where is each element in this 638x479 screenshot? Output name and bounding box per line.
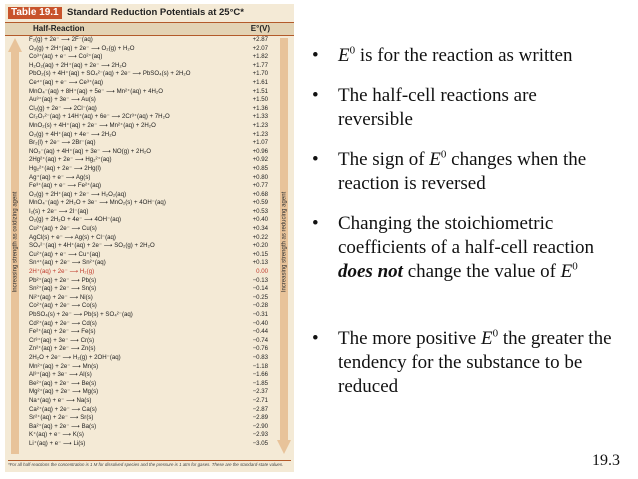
table-row [27,70,272,79]
superscript: 0 [572,260,578,273]
half-reaction-cell: H₂O₂(aq) + 2H⁺(aq) + 2e⁻ ⟶ 2H₂O [29,61,127,69]
half-reaction-cell: Cu²⁺(aq) + e⁻ ⟶ Cu⁺(aq) [29,250,101,258]
bullet-item [312,212,612,284]
e-value-cell: −0.28 [252,302,268,310]
bullet-item [312,327,612,399]
half-reaction-cell: Cr₂O₇²⁻(aq) + 14H⁺(aq) + 6e⁻ ⟶ 2Cr³⁺(aq) + 7H₂O [29,113,170,121]
half-reaction-cell: Co³⁺(aq) + e⁻ ⟶ Co²⁺(aq) [29,53,103,61]
half-reaction-cell: Mn²⁺(aq) + 2e⁻ ⟶ Mn(s) [29,362,99,370]
half-reaction-cell: Cd²⁺(aq) + 2e⁻ ⟶ Cd(s) [29,319,97,327]
column-half-reaction: Half-Reaction [33,24,85,33]
table-number: Table 19.1 [8,7,62,19]
half-reaction-cell: PbSO₄(s) + 2e⁻ ⟶ Pb(s) + SO₄²⁻(aq) [29,311,133,318]
table-row [27,242,272,251]
half-reaction-cell: Be²⁺(aq) + 2e⁻ ⟶ Be(s) [29,379,97,387]
half-reaction-cell: PbO₂(s) + 4H⁺(aq) + SO₄²⁻(aq) + 2e⁻ ⟶ PbSO₄(s) + 2H₂O [29,70,191,78]
half-reaction-cell: O₂(g) + 2H⁺(aq) + 2e⁻ ⟶ H₂O₂(aq) [29,190,127,198]
half-reaction-cell: AgCl(s) + e⁻ ⟶ Ag(s) + Cl⁻(aq) [29,233,116,241]
e-value-cell: −0.76 [252,345,268,353]
table-row [27,174,272,183]
table-row [27,165,272,174]
half-reaction-cell: O₃(g) + 2H⁺(aq) + 2e⁻ ⟶ O₂(g) + H₂O [29,44,135,52]
e-value-cell: +2.87 [252,36,268,43]
half-reaction-cell: Cu²⁺(aq) + 2e⁻ ⟶ Cu(s) [29,225,97,233]
table-row [27,311,272,320]
table-row [27,423,272,432]
half-reaction-cell: Ba²⁺(aq) + 2e⁻ ⟶ Ba(s) [29,422,97,430]
e-value-cell: −3.05 [252,439,268,447]
e-value-cell: −0.25 [252,293,268,301]
table-row [27,182,272,191]
right-axis-label: Increasing strength as reducing agent [281,191,288,293]
e-value-cell: +0.22 [252,233,268,241]
table-row [27,440,272,449]
half-reaction-cell: MnO₂(s) + 4H⁺(aq) + 2e⁻ ⟶ Mn²⁺(aq) + 2H₂O [29,121,156,129]
table-row [27,337,272,346]
table-row [27,216,272,225]
half-reaction-cell: Sn²⁺(aq) + 2e⁻ ⟶ Sn(s) [29,285,97,293]
table-row [27,45,272,54]
e-value-cell: +0.40 [252,216,268,224]
bullet-text: is for the reaction as written [355,45,573,66]
bullet-text: changes when the reaction is reversed [338,149,587,194]
e-value-cell: +0.85 [252,164,268,172]
half-reaction-cell: Fe³⁺(aq) + e⁻ ⟶ Fe²⁺(aq) [29,182,102,190]
half-reaction-cell: Br₂(l) + 2e⁻ ⟶ 2Br⁻(aq) [29,139,96,147]
table-row [27,354,272,363]
reduction-potentials-table [5,4,294,472]
bullet-text: The more positive [338,328,481,349]
half-reaction-cell: 2Hg²⁺(aq) + 2e⁻ ⟶ Hg₂²⁺(aq) [29,156,112,164]
e-value-cell: +0.68 [252,190,268,198]
emphasis-text: does not [338,261,403,282]
e-symbol: E [429,149,441,170]
e-value-cell: +0.92 [252,156,268,164]
half-reaction-cell: Sn⁴⁺(aq) + 2e⁻ ⟶ Sn²⁺(aq) [29,259,106,267]
table-row [27,414,272,423]
half-reaction-cell: Ce⁴⁺(aq) + e⁻ ⟶ Ce³⁺(aq) [29,78,104,86]
table-row [27,431,272,440]
bullet-item [312,148,612,196]
e-value-cell: +0.15 [252,250,268,258]
table-row [27,88,272,97]
half-reaction-cell: Fe²⁺(aq) + 2e⁻ ⟶ Fe(s) [29,328,96,336]
half-reaction-cell: Cr³⁺(aq) + 3e⁻ ⟶ Cr(s) [29,336,95,344]
half-reaction-cell: O₂(g) + 2H₂O + 4e⁻ ⟶ 4OH⁻(aq) [29,216,122,224]
table-row [27,268,272,277]
half-reaction-cell: Cl₂(g) + 2e⁻ ⟶ 2Cl⁻(aq) [29,104,97,112]
e-value-cell: +1.33 [252,113,268,121]
table-row [27,277,272,286]
table-row [27,36,272,45]
e-value-cell: +0.13 [252,259,268,267]
table-rows [27,36,272,449]
table-row [27,199,272,208]
e-value-cell: +0.34 [252,225,268,233]
e-value-cell: −0.74 [252,336,268,344]
bullet-text: The sign of [338,149,430,170]
e-value-cell: −0.13 [252,276,268,284]
table-column-header [5,23,294,36]
half-reaction-cell: Ni²⁺(aq) + 2e⁻ ⟶ Ni(s) [29,293,93,301]
half-reaction-cell: Au³⁺(aq) + 3e⁻ ⟶ Au(s) [29,96,96,104]
table-row [27,156,272,165]
e-value-cell: +0.59 [252,199,268,207]
superscript: 0 [349,44,356,57]
left-axis-label: Increasing strength as oxidizing agent [12,191,19,293]
superscript: 0 [440,148,447,161]
e-value-cell: −0.83 [252,353,268,361]
table-row [27,148,272,157]
table-row [27,53,272,62]
half-reaction-cell: Li⁺(aq) + e⁻ ⟶ Li(s) [29,439,86,447]
bullet-text: The half-cell reactions are reversible [338,85,537,130]
e-value-cell: −1.18 [252,362,268,370]
bullet-symbol: • [312,85,319,106]
table-footnote: *For all half-reactions the concentration is 1 M for dissolved species and the pressure is 1 atm for gases. These are the standard-state values. [8,460,291,468]
bullet-symbol: • [312,213,319,234]
e-symbol: E [338,45,350,66]
bullet-symbol: • [312,149,319,170]
half-reaction-cell: Sr²⁺(aq) + 2e⁻ ⟶ Sr(s) [29,414,94,422]
table-row [27,380,272,389]
e-symbol: E [481,328,493,349]
table-row [27,234,272,243]
table-row [27,406,272,415]
half-reaction-cell: SO₄²⁻(aq) + 4H⁺(aq) + 2e⁻ ⟶ SO₂(g) + 2H₂O [29,242,155,250]
bullet-text: Changing the stoichiometric coefficients of a half-cell reaction [338,213,595,258]
e-value-cell: +2.07 [252,44,268,52]
bullet-text: change the value of [402,261,561,282]
e-value-cell: +0.77 [252,182,268,190]
e-value-cell: −2.90 [252,422,268,430]
e-value-cell: −1.66 [252,371,268,379]
table-row [27,105,272,114]
table-row [27,113,272,122]
table-row [27,302,272,311]
e-value-cell: −2.37 [252,388,268,396]
bullet-item [312,84,612,132]
e-value-cell: +1.82 [252,53,268,61]
table-row [27,259,272,268]
table-header [5,4,294,23]
table-row [27,131,272,140]
half-reaction-cell: Ag⁺(aq) + e⁻ ⟶ Ag(s) [29,173,91,181]
table-row [27,225,272,234]
e-value-cell: +1.23 [252,121,268,129]
table-row [27,320,272,329]
half-reaction-cell: Zn²⁺(aq) + 2e⁻ ⟶ Zn(s) [29,345,96,353]
bullet-text: the greater the tendency for the substance to be reduced [338,328,612,397]
half-reaction-cell: Na⁺(aq) + e⁻ ⟶ Na(s) [29,396,92,404]
e-value-cell: −0.14 [252,285,268,293]
half-reaction-cell: Hg₂²⁺(aq) + 2e⁻ ⟶ 2Hg(l) [29,164,101,172]
table-row [27,139,272,148]
table-row [27,285,272,294]
superscript: 0 [492,327,499,340]
e-value-cell: +1.61 [252,78,268,86]
table-row [27,328,272,337]
half-reaction-cell: Co²⁺(aq) + 2e⁻ ⟶ Co(s) [29,302,97,310]
e-value-cell: +0.80 [252,173,268,181]
bullet-item [312,44,572,68]
e-value-cell: −2.89 [252,414,268,422]
e-value-cell: −2.71 [252,396,268,404]
half-reaction-cell: MnO₄⁻(aq) + 2H₂O + 3e⁻ ⟶ MnO₂(s) + 4OH⁻(aq) [29,199,166,207]
table-row [27,371,272,380]
e-value-cell: +1.51 [252,87,268,95]
e-value-cell: −0.40 [252,319,268,327]
bullet-symbol: • [312,328,319,349]
e-value-cell: +1.36 [252,104,268,112]
slide-number: 19.3 [592,452,620,469]
table-row [27,294,272,303]
column-e-volts: E°(V) [250,24,270,33]
e-value-cell: −2.93 [252,431,268,439]
e-value-cell: −2.87 [252,405,268,413]
half-reaction-cell: Mg²⁺(aq) + 2e⁻ ⟶ Mg(s) [29,388,99,396]
e-value-cell: −0.44 [252,328,268,336]
e-value-cell: −0.31 [252,311,268,318]
table-row [27,397,272,406]
e-value-cell: +0.20 [252,242,268,250]
e-value-cell: +1.70 [252,70,268,78]
bullet-symbol: • [312,45,319,66]
table-row [27,122,272,131]
e-value-cell: +1.77 [252,61,268,69]
table-row [27,251,272,260]
half-reaction-cell: K⁺(aq) + e⁻ ⟶ K(s) [29,431,84,439]
half-reaction-cell: I₂(s) + 2e⁻ ⟶ 2I⁻(aq) [29,207,89,215]
half-reaction-cell: O₂(g) + 4H⁺(aq) + 4e⁻ ⟶ 2H₂O [29,130,117,138]
half-reaction-cell: 2H⁺(aq) + 2e⁻ ⟶ H₂(g) [29,268,95,276]
half-reaction-cell: Ca²⁺(aq) + 2e⁻ ⟶ Ca(s) [29,405,97,413]
half-reaction-cell: 2H₂O + 2e⁻ ⟶ H₂(g) + 2OH⁻(aq) [29,353,121,361]
e-value-cell: +1.23 [252,130,268,138]
e-value-cell: −1.85 [252,379,268,387]
e-value-cell: +1.50 [252,96,268,104]
half-reaction-cell: NO₃⁻(aq) + 4H⁺(aq) + 3e⁻ ⟶ NO(g) + 2H₂O [29,147,151,155]
half-reaction-cell: Al³⁺(aq) + 3e⁻ ⟶ Al(s) [29,371,92,379]
table-row [27,191,272,200]
half-reaction-cell: MnO₄⁻(aq) + 8H⁺(aq) + 5e⁻ ⟶ Mn²⁺(aq) + 4H₂O [29,87,163,95]
table-row [27,96,272,105]
table-row [27,345,272,354]
table-title: Standard Reduction Potentials at 25°C* [67,7,244,18]
e-value-cell: +1.07 [252,139,268,147]
table-row [27,363,272,372]
table-row [27,62,272,71]
e-symbol: E [560,261,573,282]
table-row [27,208,272,217]
e-value-cell: +0.53 [252,207,268,215]
half-reaction-cell: F₂(g) + 2e⁻ ⟶ 2F⁻(aq) [29,36,93,43]
e-value-cell: 0.00 [256,268,268,276]
half-reaction-cell: Pb²⁺(aq) + 2e⁻ ⟶ Pb(s) [29,276,97,284]
table-row [27,79,272,88]
e-value-cell: +0.96 [252,147,268,155]
table-row [27,388,272,397]
